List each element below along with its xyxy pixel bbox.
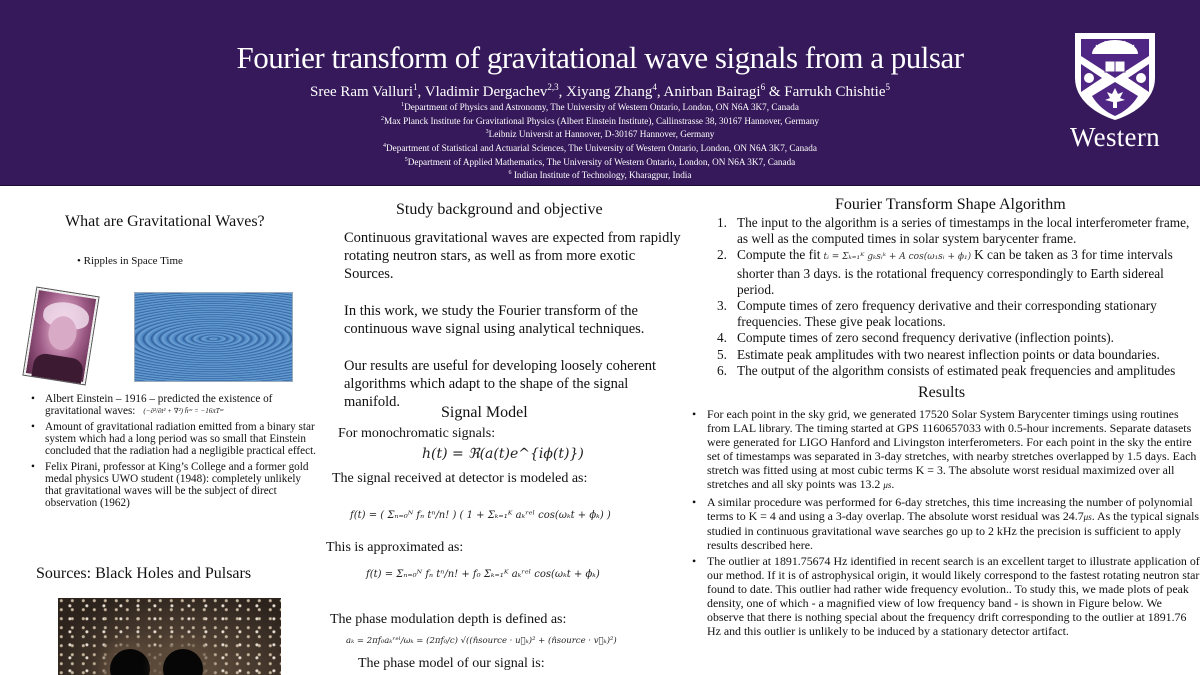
label-monochromatic: For monochromatic signals:: [338, 426, 496, 441]
equation-approximation: f(t) = Σₙ₌₀ᴺ fₙ tⁿ/n! + f₀ Σₖ₌₁ᴷ aₖʳᵉˡ cos(ωₖt + ϕₖ): [366, 569, 600, 580]
affiliation: $^3$Leibniz Universit at Hannover, D-30167 Hannover, Germany: [485, 129, 715, 140]
western-logo: [1050, 30, 1180, 155]
label-phase-modulation-depth: The phase modulation depth is defined as:: [330, 612, 567, 627]
section-heading-signal-model: Signal Model: [441, 404, 528, 421]
label-phase-model: The phase model of our signal is:: [358, 656, 545, 671]
affiliation: $^1$Department of Physics and Astronomy, The University of Western Ontario, London, ON N6A 3K7, Canada: [401, 102, 799, 113]
ripples-bullet: • Ripples in Space Time: [77, 255, 183, 267]
affiliation: $^5$Department of Applied Mathematics, The University of Western Ontario, London, ON N6A 3K7, Canada: [404, 156, 796, 167]
algorithm-step: 5. Estimate peak amplitudes with two nearest inflection points or data boundaries.: [717, 346, 1160, 362]
einstein-photo: [23, 288, 98, 385]
section-heading-sources: Sources: Black Holes and Pulsars: [36, 565, 252, 582]
spacetime-ripples-image: [134, 292, 293, 382]
author-name: Xiyang Zhang: [566, 84, 653, 100]
section-heading-algorithm: Fourier Transform Shape Algorithm: [835, 196, 1066, 213]
author-name: Vladimir Dergachev: [424, 84, 548, 100]
shield-crest-icon: [1072, 30, 1158, 122]
author-name: Sree Ram Valluri: [309, 84, 414, 100]
logo-wordmark: Western: [1070, 122, 1160, 152]
algorithm-steps: [714, 215, 1194, 379]
gravitational-waves-bullets: [30, 393, 320, 513]
bullet-item: • Amount of gravitational radiation emitted from a binary star system which had a long period was so small that Einstein concluded that the radiation had a negligible practical effect.: [30, 421, 320, 457]
equation-detector-model: f(t) = ( Σₙ₌₀ᴺ fₙ tⁿ/n! ) ( 1 + Σₖ₌₁ᴷ aₖʳᵉˡ cos(ωₖt + ϕₖ) ): [350, 510, 611, 521]
equation-phase-modulation-depth: aₖ = 2πf₀aₖʳᵉˡ/ωₖ = (2πf₀/c) √((n̂source · u⃗ₖ)² + (n̂source · v⃗ₖ)²): [346, 636, 617, 646]
author-name: Farrukh Chishtie: [784, 84, 886, 100]
label-detector-model: The signal received at detector is modeled as:: [332, 471, 588, 486]
result-item: • For each point in the sky grid, we generated 17520 Solar System Barycenter timings using routines from LAL library. The timing started at GPS 1160657033 with 0.5-hour increments. Separate datasets were generated for LIGO Hanford and Livingston interferometers. For each point in the sky the entire set of timestamps was separated in 3-day stretches, with nearby stretches overlapped by 1.5 days. Each stretch was fitted using at most cubic terms K = 3. The absolute worst residual maximized over all stretches and all sky points was 13.2 μs.: [692, 407, 1200, 493]
result-item: • A similar procedure was performed for 6-day stretches, this time increasing the number of polynomial terms to K = 4 and using a 3-day overlap. The absolute worst residual was 24.7μs. As the typical signals studied in continuous gravitational wave searches go up to 2 kHz the precision is sufficient to apply results described here.: [692, 495, 1200, 552]
algorithm-step: 4. Compute times of zero second frequency derivative (inflection points).: [717, 330, 1114, 346]
algorithm-step: 6. The output of the algorithm consists of estimated peak frequencies and amplitudes: [717, 362, 1176, 378]
einstein-field-equation: (−∂²/∂t² + ∇²) h̄ᵘᵛ = −16πTᵘᵛ: [143, 407, 224, 416]
algorithm-step: 1. The input to the algorithm is a series of timestamps in the local interferometer frame, as well as the computed times in solar system barycenter frame.: [717, 215, 1190, 247]
results-bullets: [692, 407, 1200, 641]
affiliation: $^2$Max Planck Institute for Gravitational Physics (Albert Einstein Institute), Callinstrasse 38, 30167 Hannover, Germany: [381, 115, 819, 126]
poster-header: [0, 0, 1200, 186]
section-heading-results: Results: [918, 384, 966, 401]
black-hole-merger-image: [58, 598, 281, 675]
bullet-item: • Felix Pirani, professor at King’s College and a former gold medal physics UWO student (1948): completely unlikely that gravitational waves will be the subject of direct observation (1962): [30, 461, 320, 509]
affiliation: $^6$ Indian Institute of Technology, Kharagpur, India: [508, 170, 692, 181]
background-paragraph-3: Our results are useful for developing loosely coherent algorithms which adapt to the shape of the signal manifold.: [344, 358, 657, 410]
equation-monochromatic: h(t) = ℜ(a(t)e^{iϕ(t)}): [422, 446, 584, 462]
label-approximation: This is approximated as:: [326, 540, 464, 555]
algorithm-step: 3. Compute times of zero frequency derivative and their corresponding stationary frequencies. These give peak locations.: [717, 298, 1157, 330]
author-name: Anirban Bairagi: [663, 84, 761, 100]
section-heading-gravitational-waves: What are Gravitational Waves?: [65, 213, 265, 230]
result-item: • The outlier at 1891.75674 Hz identified in recent search is an excellent target to illustrate application of our method. If it is of astrophysical origin, it would likely correspond to the fastest rotating neutron star found to date. This outlier had rather wide frequency evolution.. To study this, we made plots of peak density, one of which - a magnified view of low frequency band - is shown in Figure below. We observe that there is nothing special about the frequency drift corresponding to the outlier at 1891.76 Hz and this outlier is unlikely to be induced by a stationary detector artifact.: [692, 554, 1200, 639]
poster-title: Fourier transform of gravitational wave signals from a pulsar: [236, 40, 964, 75]
bullet-item: • Albert Einstein – 1916 – predicted the existence of gravitational waves: (−∂²/∂t² + ∇²) h̄ᵘᵛ = −16πTᵘᵛ: [30, 393, 320, 417]
fit-equation: tᵢ = Σₖ₌₁ᴷ gₖsᵢᵏ + A cos(ω₁sᵢ + ϕ₁): [823, 252, 972, 263]
affiliation-list: [300, 100, 900, 182]
background-paragraph-1: Continuous gravitational waves are expected from rapidly rotating neutron stars, as well as from more exotic Sources.: [344, 230, 681, 282]
background-paragraph-2: In this work, we study the Fourier transform of the continuous wave signal using analytical techniques.: [344, 303, 645, 337]
author-list: Sree Ram Valluri$^1$, Vladimir Dergachev$^{2,3}$, Xiyang Zhang$^4$, Anirban Bairagi$^6$ & Farrukh Chishtie$^5$: [309, 82, 891, 100]
section-heading-study-background: Study background and objective: [396, 201, 603, 218]
algorithm-step: 2. Compute the fit tᵢ = Σₖ₌₁ᴷ gₖsᵢᵏ + A cos(ω₁sᵢ + ϕ₁) K can be taken as 3 for time intervals shorter than 3 days. is the rotational frequency correspondingly to Earth sidereal period.: [717, 247, 1173, 297]
affiliation: $^4$Department of Statistical and Actuarial Sciences, The University of Western Ontario, London, ON N6A 3K7, Canada: [383, 142, 817, 154]
